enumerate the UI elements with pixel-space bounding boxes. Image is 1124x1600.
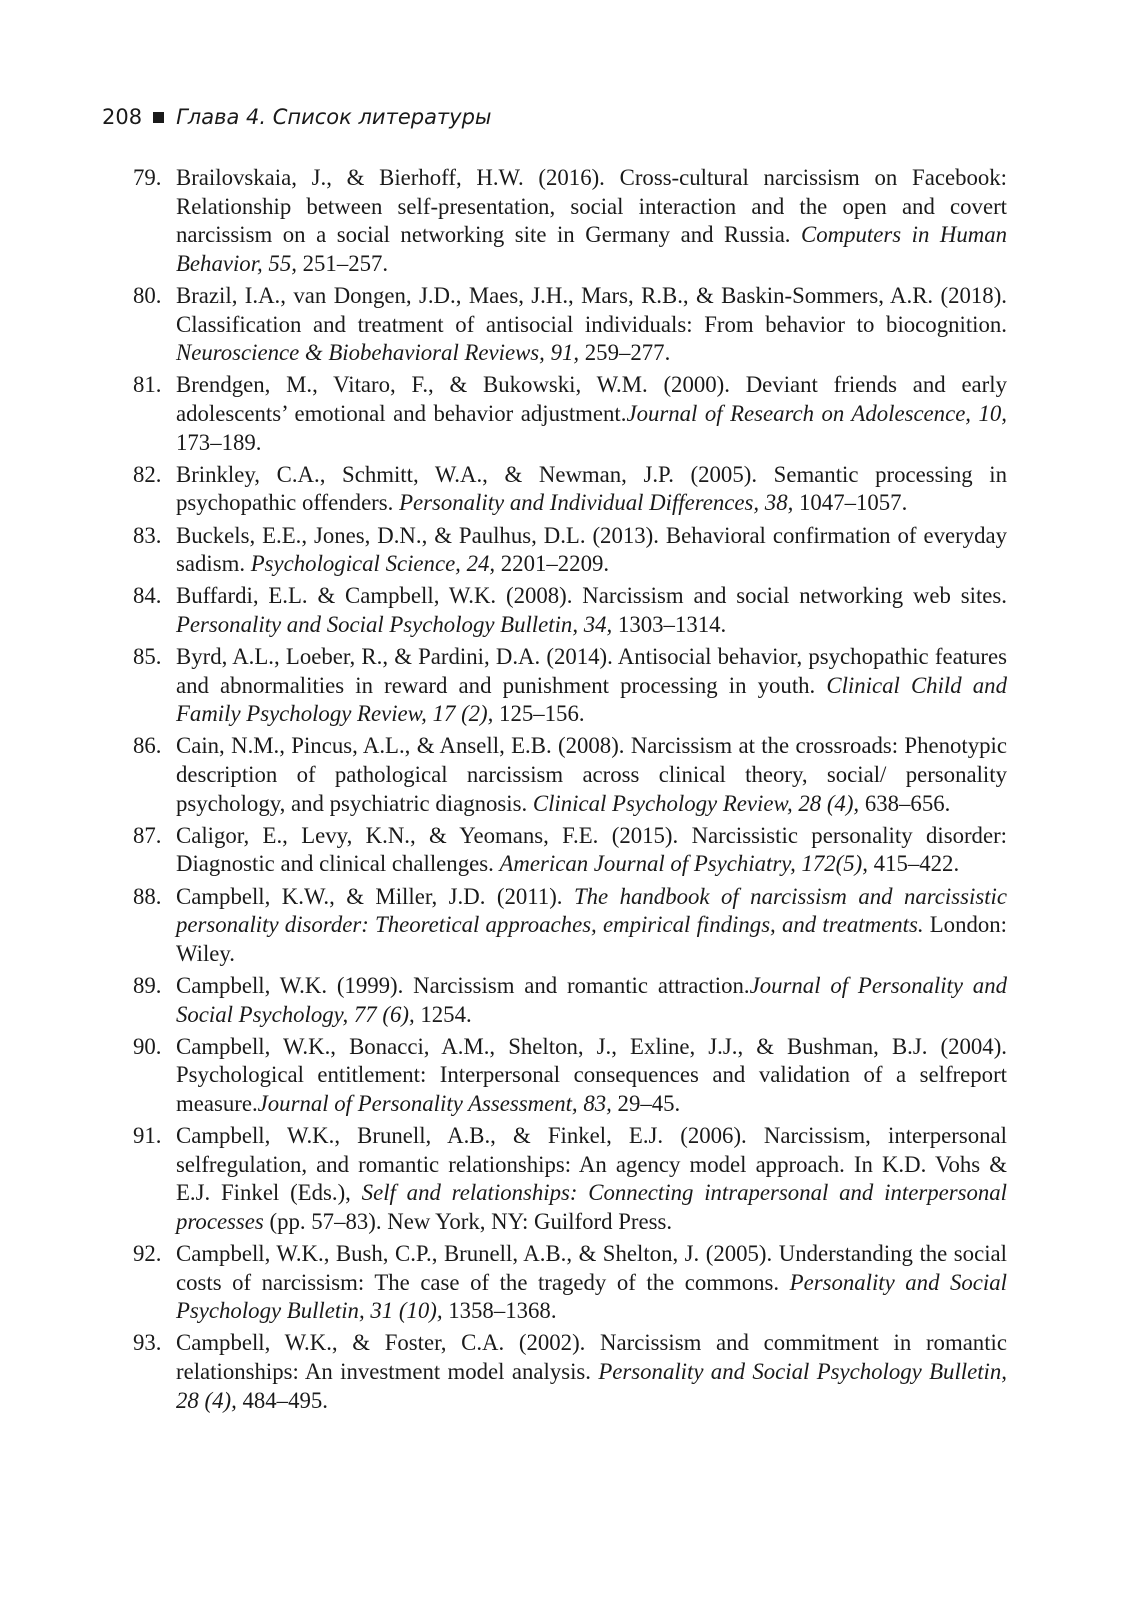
- reference-pages: 251–257.: [296, 250, 389, 276]
- reference-number: 81.: [133, 372, 162, 398]
- reference-source: Clinical Child and Family Psychology Review, 17 (2),: [176, 672, 1007, 727]
- reference-list: [133, 164, 1007, 1419]
- reference-number: 80.: [133, 282, 162, 308]
- reference-pages: 173–189.: [176, 429, 262, 455]
- reference-item: [133, 972, 1007, 1029]
- reference-text: [176, 164, 1007, 278]
- reference-number: 88.: [133, 883, 162, 909]
- reference-pages: 259–277.: [579, 340, 671, 366]
- reference-item: [133, 822, 1007, 879]
- reference-citation: Buffardi, E.L. & Campbell, W.K. (2008). Narcissism and social networking web sites.: [176, 583, 1007, 609]
- reference-source: Personality and Social Psychology Bulletin, 28 (4),: [176, 1359, 1007, 1413]
- reference-number: 85.: [133, 644, 162, 670]
- reference-number: 82.: [133, 461, 162, 487]
- reference-pages: (pp. 57–83). New York, NY: Guilford Press.: [263, 1208, 673, 1234]
- reference-text: [176, 972, 1007, 1029]
- reference-number: 86.: [133, 733, 162, 759]
- reference-citation: Campbell, K.W., & Miller, J.D. (2011).: [176, 883, 574, 909]
- reference-source: Personality and Social Psychology Bulletin, 31 (10),: [176, 1269, 1007, 1324]
- reference-item: [133, 461, 1007, 518]
- reference-item: [133, 732, 1007, 818]
- reference-pages: 638–656.: [859, 790, 951, 816]
- reference-source: Computers in Human Behavior, 55,: [176, 222, 1008, 276]
- reference-source: Journal of Personality and Social Psychology, 77 (6),: [176, 972, 1008, 1027]
- reference-item: [133, 1329, 1007, 1415]
- reference-number: 91.: [133, 1123, 162, 1149]
- reference-pages: 484–495.: [236, 1387, 328, 1413]
- reference-number: 84.: [133, 583, 162, 609]
- reference-number: 93.: [133, 1330, 162, 1356]
- reference-item: [133, 1122, 1007, 1236]
- reference-citation: Brailovskaia, J., & Bierhoff, H.W. (2016). Cross-cultural narcissism on Facebook: Relationship between self-presentation, social interaction and the open and covert narcissism on a social networking site in Germany and Russia.: [176, 165, 1007, 248]
- reference-source: The handbook of narcissism and narcissistic personality disorder: Theoretical approaches, empirical findings, and treatments.: [176, 883, 1007, 938]
- reference-source: Journal of Personality Assessment, 83,: [257, 1090, 612, 1116]
- reference-citation: Brendgen, M., Vitaro, F., & Bukowski, W.M. (2000). Deviant friends and early adolescents’ emotional and behavior adjustment.: [176, 372, 1007, 426]
- reference-citation: Campbell, W.K., Bonacci, A.M., Shelton, J., Exline, J.J., & Bushman, B.J. (2004). Psychological entitlement: Interpersonal consequences and validation of a selfreport measure.: [176, 1033, 1007, 1116]
- reference-citation: Brazil, I.A., van Dongen, J.D., Maes, J.H., Mars, R.B., & Baskin-Sommers, A.R. (2018). Classification and treatment of antisocial individuals: From behavior to biocognition.: [176, 282, 1007, 337]
- reference-text: [176, 582, 1007, 639]
- reference-item: [133, 643, 1007, 729]
- reference-item: [133, 883, 1007, 969]
- reference-source: Psychological Science, 24,: [250, 551, 496, 577]
- reference-number: 87.: [133, 822, 162, 848]
- reference-source: Self and relationships: Connecting intrapersonal and interpersonal processes: [176, 1180, 1007, 1234]
- reference-text: [176, 1329, 1007, 1415]
- reference-citation: Campbell, W.K., Brunell, A.B., & Finkel, E.J. (2006). Narcissism, interpersonal selfregulation, and romantic relationships: An agency model approach. In K.D. Vohs & E.J. Finkel (Eds.),: [176, 1123, 1007, 1206]
- reference-source: Personality and Individual Differences, 38,: [399, 490, 794, 516]
- reference-pages: 1047–1057.: [793, 490, 908, 516]
- reference-text: [176, 522, 1007, 579]
- reference-citation: Campbell, W.K., & Foster, C.A. (2002). Narcissism and commitment in romantic relationships: An investment model analysis.: [176, 1330, 1007, 1385]
- reference-source: American Journal of Psychiatry, 172(5),: [499, 851, 868, 877]
- reference-pages: 2201–2209.: [495, 551, 610, 577]
- reference-text: [176, 883, 1007, 969]
- reference-text: [176, 732, 1007, 818]
- reference-pages: 125–156.: [493, 701, 585, 727]
- chapter-title: Глава 4. Список литературы: [176, 105, 492, 129]
- reference-number: 89.: [133, 972, 162, 998]
- reference-citation: Byrd, A.L., Loeber, R., & Pardini, D.A. (2014). Antisocial behavior, psychopathic features and abnormalities in reward and punishment processing in youth.: [176, 644, 1007, 698]
- reference-item: [133, 371, 1007, 457]
- reference-number: 90.: [133, 1033, 162, 1059]
- reference-citation: Cain, N.M., Pincus, A.L., & Ansell, E.B. (2008). Narcissism at the crossroads: Phenotypic description of pathological narcissism across clinical theory, social/ personality psychology, and psychiatric diagnosis.: [176, 733, 1007, 816]
- reference-text: [176, 461, 1007, 518]
- reference-item: [133, 282, 1007, 368]
- reference-citation: Brinkley, C.A., Schmitt, W.A., & Newman, J.P. (2005). Semantic processing in psychopathic offenders.: [176, 461, 1007, 516]
- reference-source: Clinical Psychology Review, 28 (4),: [532, 790, 860, 816]
- reference-item: [133, 1033, 1007, 1119]
- reference-pages: 415–422.: [867, 851, 960, 877]
- reference-number: 83.: [133, 522, 162, 548]
- reference-pages: London: Wiley.: [176, 912, 1007, 966]
- reference-text: [176, 1033, 1007, 1119]
- reference-pages: 1303–1314.: [612, 611, 727, 637]
- reference-text: [176, 282, 1007, 368]
- reference-pages: 29–45.: [611, 1090, 681, 1116]
- reference-citation: Campbell, W.K. (1999). Narcissism and romantic attraction.: [176, 972, 750, 998]
- reference-item: [133, 164, 1007, 278]
- reference-text: [176, 822, 1007, 879]
- reference-number: 79.: [133, 165, 162, 190]
- reference-citation: Campbell, W.K., Bush, C.P., Brunell, A.B., & Shelton, J. (2005). Understanding the social costs of narcissism: The case of the tragedy of the commons.: [176, 1241, 1007, 1295]
- reference-number: 92.: [133, 1241, 162, 1267]
- reference-text: [176, 643, 1007, 729]
- reference-text: [176, 1122, 1007, 1236]
- page-number: 208: [102, 105, 143, 129]
- reference-pages: 1358–1368.: [442, 1298, 557, 1324]
- reference-text: [176, 1240, 1007, 1326]
- reference-source: Personality and Social Psychology Bulletin, 34,: [176, 611, 613, 637]
- reference-source: Neuroscience & Biobehavioral Reviews, 91,: [176, 340, 580, 366]
- reference-item: [133, 522, 1007, 579]
- reference-pages: 1254.: [414, 1001, 472, 1027]
- reference-citation: Caligor, E., Levy, K.N., & Yeomans, F.E. (2015). Narcissistic personality disorder: Diagnostic and clinical challenges.: [176, 822, 1007, 877]
- reference-citation: Buckels, E.E., Jones, D.N., & Paulhus, D.L. (2013). Behavioral confirmation of everyday sadism.: [176, 522, 1007, 577]
- running-header: [102, 105, 492, 129]
- square-bullet-icon: [153, 112, 164, 123]
- reference-item: [133, 1240, 1007, 1326]
- reference-source: Journal of Research on Adolescence, 10,: [626, 400, 1007, 426]
- reference-item: [133, 582, 1007, 639]
- reference-text: [176, 371, 1007, 457]
